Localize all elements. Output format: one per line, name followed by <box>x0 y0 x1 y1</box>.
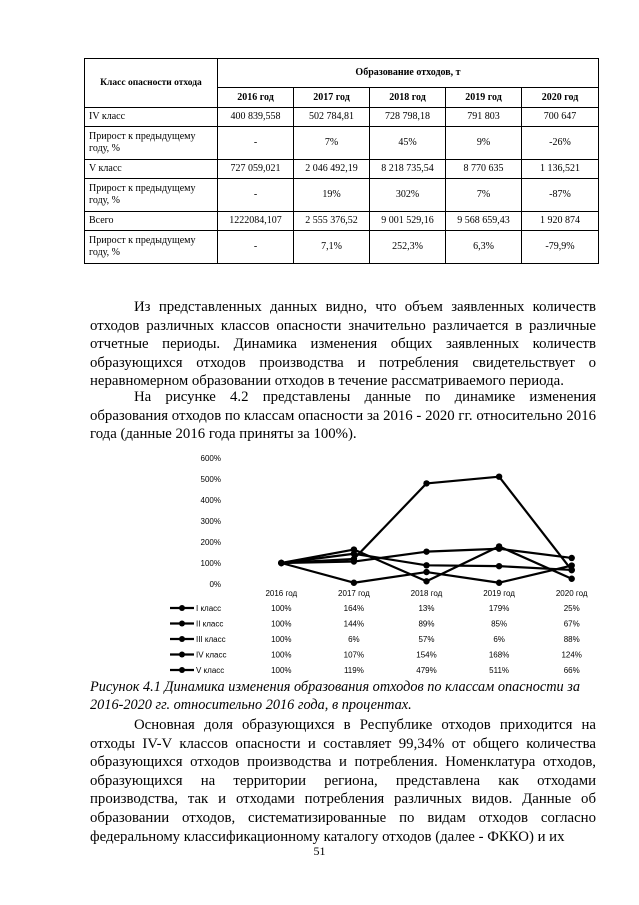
table-cell: 8 218 735,54 <box>370 160 446 179</box>
table-cell: 7% <box>446 179 522 212</box>
table-cell: 6,3% <box>446 231 522 264</box>
table-cell: -87% <box>522 179 599 212</box>
data-label: 6% <box>348 635 360 644</box>
row-label: V класс <box>85 160 218 179</box>
table-row <box>85 160 599 179</box>
table-cell: 9 568 659,43 <box>446 212 522 231</box>
data-point <box>496 546 502 552</box>
class-header: Класс опасности отхода <box>85 59 218 108</box>
data-point <box>496 473 502 479</box>
x-tick-label: 2016 год <box>265 589 298 598</box>
data-label: 168% <box>488 650 510 660</box>
table-row <box>85 179 599 212</box>
x-tick-label: 2017 год <box>338 589 370 598</box>
data-point <box>351 556 357 562</box>
data-point <box>569 576 575 582</box>
year-header: 2017 год <box>294 88 370 108</box>
data-label: 107% <box>343 650 365 660</box>
y-tick-label: 400% <box>200 496 221 505</box>
row-label: IV класс <box>85 108 218 127</box>
data-label: 511% <box>489 666 510 675</box>
data-point <box>423 569 429 575</box>
data-label: 13% <box>418 604 435 613</box>
data-label: 164% <box>343 604 365 613</box>
data-label: 25% <box>563 604 580 613</box>
table-cell: 791 803 <box>446 108 522 127</box>
year-header: 2016 год <box>218 88 294 108</box>
table-cell: 9% <box>446 127 522 160</box>
data-label: 144% <box>343 619 365 629</box>
x-tick-label: 2020 год <box>555 589 588 598</box>
data-point <box>496 563 502 569</box>
table-cell: 45% <box>370 127 446 160</box>
table-cell: 1 920 874 <box>522 212 599 231</box>
table-cell: - <box>218 127 294 160</box>
data-label: 100% <box>271 604 292 613</box>
data-label: 124% <box>561 650 582 660</box>
x-tick-label: 2019 год <box>483 589 515 598</box>
table-cell: 700 647 <box>522 108 599 127</box>
data-label: 67% <box>563 619 580 629</box>
table-cell: - <box>218 179 294 212</box>
table-row <box>85 127 599 160</box>
legend-label: V класс <box>196 666 225 675</box>
y-tick-label: 200% <box>200 538 221 547</box>
data-point <box>278 560 284 566</box>
table-cell: 7,1% <box>294 231 370 264</box>
y-tick-label: 0% <box>209 580 221 589</box>
data-label: 100% <box>271 619 292 629</box>
data-label: 57% <box>418 635 435 644</box>
legend-label: III класс <box>196 635 226 644</box>
page-number: 51 <box>313 844 326 858</box>
table-cell: 9 001 529,16 <box>370 212 446 231</box>
legend-marker <box>179 605 185 611</box>
year-header: 2019 год <box>446 88 522 108</box>
table-cell: 2 046 492,19 <box>294 160 370 179</box>
legend-label: I класс <box>196 604 222 613</box>
data-point <box>423 480 429 486</box>
legend-label: IV класс <box>196 650 227 660</box>
data-label: 179% <box>488 604 510 613</box>
y-tick-label: 100% <box>200 559 221 568</box>
data-point <box>423 548 429 554</box>
data-label: 479% <box>416 666 437 675</box>
group-header: Образование отходов, т <box>218 59 599 88</box>
table-cell: 727 059,021 <box>218 160 294 179</box>
body-paragraph: Основная доля образующихся в Республике отходов приходится на отходы IV-V классов опасности и составляет 99,34% от общего количества образующихся отходов производства и потребления. Номенклатура отходов, образующихся на территории региона, представлена как отходами производства, так и отходами потребления различных видов. Данные об образовании отходов, систематизированные по видам отходов согласно федеральному классификационному каталогу отходов (далее - ФККО) и их <box>90 717 596 845</box>
year-header: 2018 год <box>370 88 446 108</box>
table-cell: 502 784,81 <box>294 108 370 127</box>
table-cell: 252,3% <box>370 231 446 264</box>
y-tick-label: 300% <box>200 517 221 526</box>
row-label: Прирост к предыдущему году, % <box>85 179 218 212</box>
data-label: 100% <box>271 650 292 660</box>
data-label: 89% <box>418 619 435 629</box>
table-cell: 400 839,558 <box>218 108 294 127</box>
data-point <box>569 555 575 561</box>
y-tick-label: 500% <box>200 475 221 484</box>
data-label: 6% <box>493 635 505 644</box>
y-tick-label: 600% <box>200 454 221 463</box>
data-label: 100% <box>271 635 292 644</box>
data-point <box>423 578 429 584</box>
waste-table <box>84 58 599 264</box>
table-cell: 728 798,18 <box>370 108 446 127</box>
data-point <box>351 580 357 586</box>
data-point <box>496 580 502 586</box>
table-row <box>85 212 599 231</box>
legend-marker <box>179 621 185 627</box>
data-label: 100% <box>271 666 292 675</box>
legend-label: II класс <box>196 619 224 629</box>
table-cell: 8 770 635 <box>446 160 522 179</box>
waste-dynamics-chart <box>160 450 600 678</box>
data-label: 85% <box>491 619 508 629</box>
row-label: Всего <box>85 212 218 231</box>
figure-caption: Рисунок 4.1 Динамика изменения образования отходов по классам опасности за 2016-2020 гг. относительно 2016 года, в процентах. <box>90 679 580 713</box>
legend-marker <box>179 667 185 673</box>
table-cell: 1 136,521 <box>522 160 599 179</box>
body-paragraph: Из представленных данных видно, что объем заявленных количеств отходов различных классов опасности значительно различается в различные отчетные периоды. Динамика изменения общих заявленных количеств образующихся отходов производства и потребления свидетельствует о неравномерном образовании отходов в течение рассматриваемого периода. <box>90 299 596 390</box>
body-paragraph: На рисунке 4.2 представлены данные по динамике изменения образования отходов по классам опасности за 2016 - 2020 гг. относительно 2016 года (данные 2016 года приняты за 100%). <box>90 389 596 443</box>
table-cell: - <box>218 231 294 264</box>
table-cell: 302% <box>370 179 446 212</box>
table-row <box>85 108 599 127</box>
data-label: 119% <box>343 666 364 675</box>
table-cell: -79,9% <box>522 231 599 264</box>
legend-marker <box>179 636 185 642</box>
table-row <box>85 231 599 264</box>
table-cell: 1222084,107 <box>218 212 294 231</box>
table-cell: 19% <box>294 179 370 212</box>
data-label: 88% <box>563 635 580 644</box>
row-label: Прирост к предыдущему году, % <box>85 127 218 160</box>
x-tick-label: 2018 год <box>410 589 443 598</box>
data-label: 66% <box>563 666 580 675</box>
data-label: 154% <box>416 650 437 660</box>
table-cell: -26% <box>522 127 599 160</box>
legend-marker <box>179 652 185 658</box>
data-point <box>569 567 575 573</box>
series-line <box>281 477 571 570</box>
table-cell: 2 555 376,52 <box>294 212 370 231</box>
data-point <box>423 562 429 568</box>
row-label: Прирост к предыдущему году, % <box>85 231 218 264</box>
table-cell: 7% <box>294 127 370 160</box>
year-header: 2020 год <box>522 88 599 108</box>
